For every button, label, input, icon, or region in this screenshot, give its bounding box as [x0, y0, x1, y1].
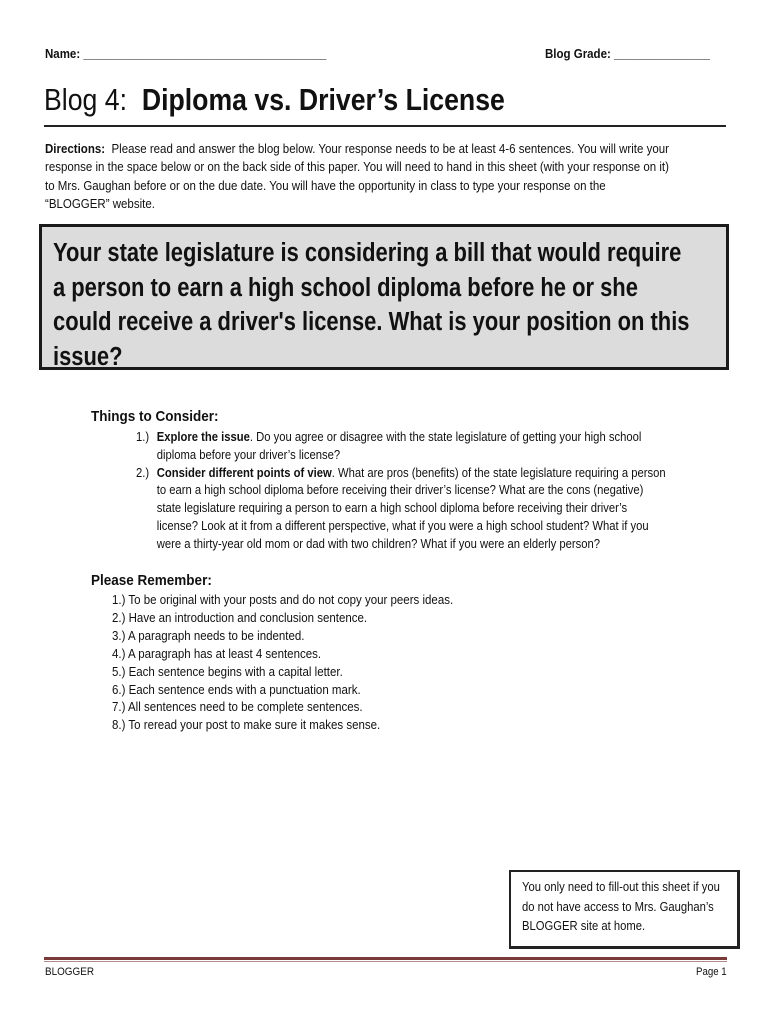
directions-line: Please read and answer the blog below. Your response needs to be at least 4-6 sentences. You will write your [111, 142, 669, 156]
blog-grade-field-label: Blog Grade: _______________ [545, 47, 710, 61]
prompt-line: issue? [53, 342, 123, 371]
page-title [44, 82, 505, 118]
prompt-line: could receive a driver's license. What is your position on this [53, 308, 690, 336]
directions-line: to Mrs. Gaughan before or on the due date. You will have the opportunity in class to type your response on the [45, 178, 606, 193]
footer-divider-thin [44, 961, 727, 962]
footer-label: BLOGGER [45, 966, 94, 978]
list-item: 3.) A paragraph needs to be indented. [112, 628, 305, 643]
list-item: 7.) All sentences need to be complete sentences. [112, 700, 363, 715]
consider-item: 1.) Explore the issue. Do you agree or disagree with the state legislature of getting your high school diploma before your driver’s license? [136, 430, 642, 462]
things-to-consider-heading: Things to Consider: [91, 408, 219, 425]
directions-line: response in the space below or on the back side of this paper. You will need to hand in this sheet (with your response on it) [45, 160, 669, 175]
please-remember-heading: Please Remember: [91, 572, 212, 589]
list-item: 6.) Each sentence ends with a punctuation mark. [112, 682, 361, 697]
prompt-line: a person to earn a high school diploma before he or she [53, 273, 638, 302]
title-divider [44, 125, 726, 127]
consider-list [136, 429, 725, 554]
prompt-question [53, 236, 770, 374]
title-prefix: Blog 4: [44, 82, 128, 117]
footer-divider [44, 957, 727, 960]
title-main: Diploma vs. Driver’s License [141, 82, 505, 117]
consider-item: 2.) Consider different points of view. What are pros (benefits) of the state legislature requiring a person to earn a high school diploma before receiving their driver’s license? What are the cons (negative) state legislature requiring a person to earn a high school diploma before receiving their driver’s license? Look at it from a different perspective, what if you were a high school student? What if you were a thirty-year old mom or dad with two children? What if you were an elderly person? [136, 465, 666, 551]
name-field-label: Name: ______________________________________ [45, 47, 327, 61]
list-item: 8.) To reread your post to make sure it makes sense. [112, 718, 381, 733]
list-item: 1.) To be original with your posts and do not copy your peers ideas. [112, 593, 454, 607]
list-item: 5.) Each sentence begins with a capital letter. [112, 664, 343, 679]
directions-label: Directions: [45, 142, 106, 156]
note-box [509, 870, 740, 949]
prompt-box [39, 224, 729, 370]
remember-list [112, 592, 483, 735]
list-item: 4.) A paragraph has at least 4 sentences. [112, 646, 322, 661]
prompt-line: Your state legislature is considering a bill that would require [53, 239, 682, 267]
list-item: 2.) Have an introduction and conclusion sentence. [112, 610, 368, 625]
page-number: Page 1 [696, 966, 727, 978]
directions-line: “BLOGGER” website. [45, 196, 155, 211]
note-text: You only need to fill-out this sheet if you do not have access to Mrs. Gaughan’s BLOGGER site at home. [522, 880, 720, 933]
directions-paragraph [45, 140, 735, 213]
